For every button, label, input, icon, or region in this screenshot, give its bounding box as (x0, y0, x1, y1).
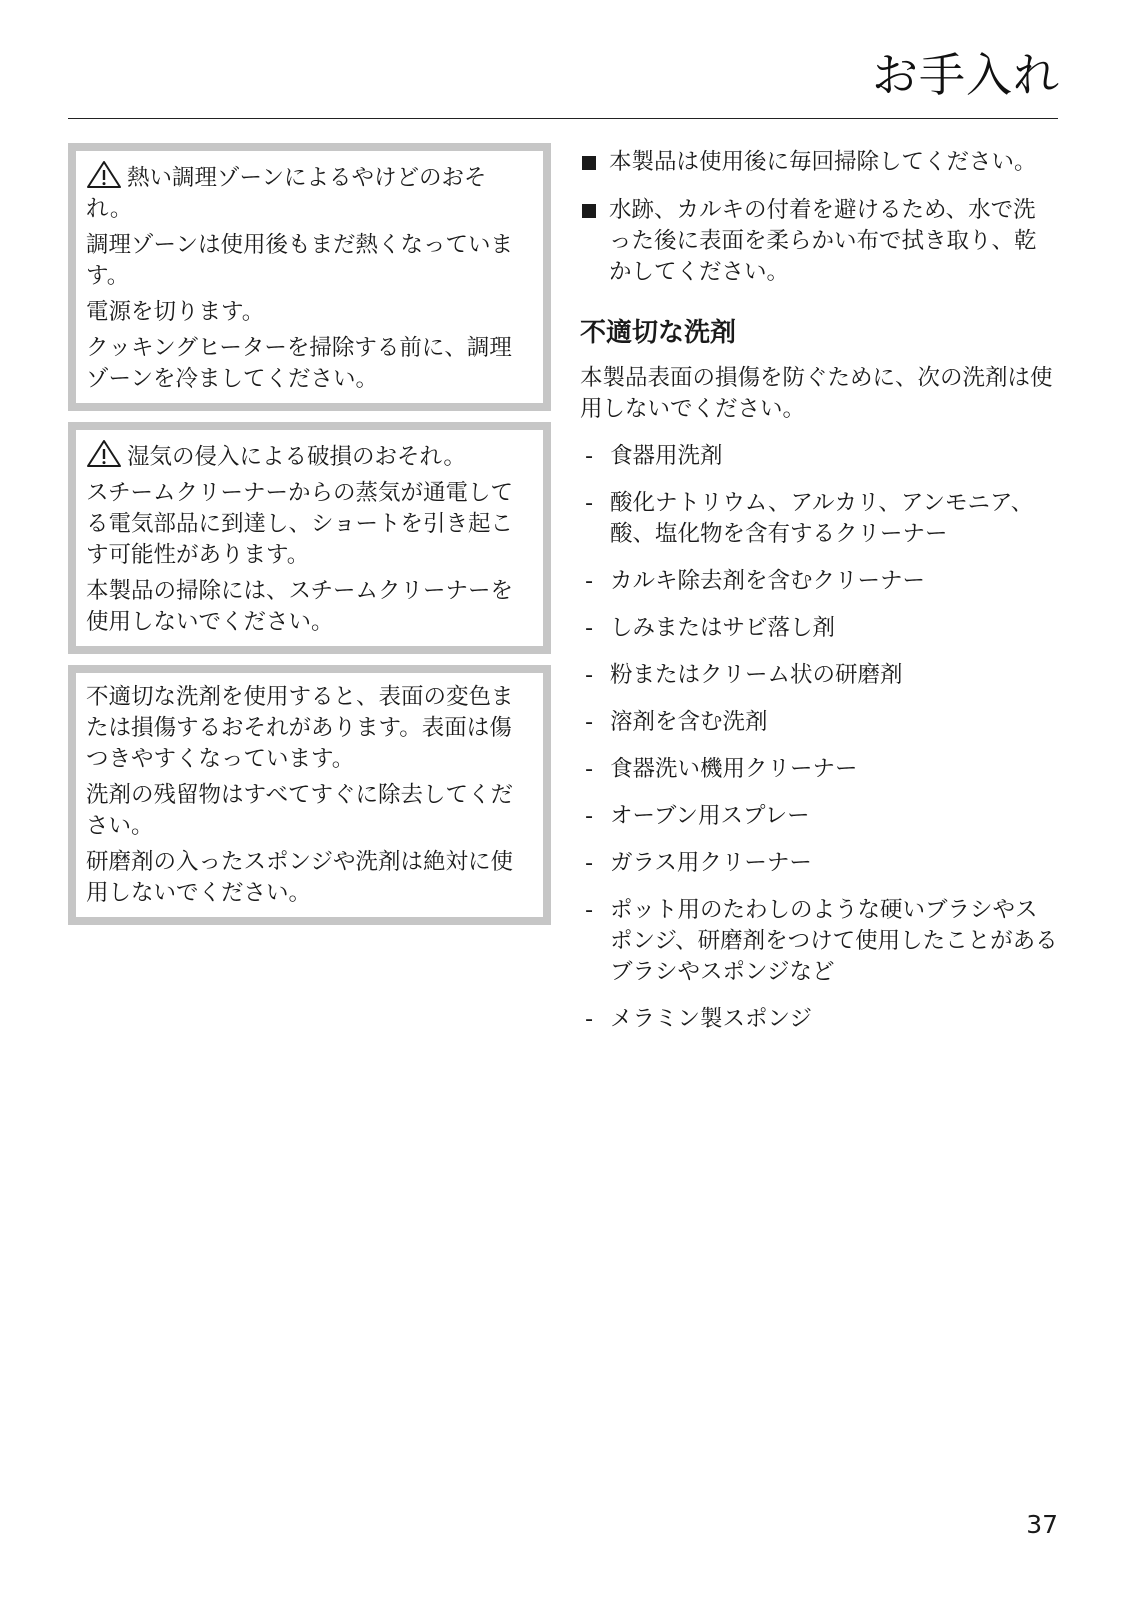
square-bullet-icon (582, 204, 596, 218)
list-item-text: カルキ除去剤を含むクリーナー (610, 568, 926, 594)
dash-mark: - (585, 490, 594, 516)
dash-mark: - (585, 709, 594, 735)
dash-mark: - (585, 1006, 594, 1032)
warning-text: クッキングヒーターを掃除する前に、調理ゾーンを冷ましてください。 (86, 335, 512, 392)
list-item-text: 溶剤を含む洗剤 (610, 709, 768, 735)
list-item (580, 488, 1058, 550)
list-item-text: ポット用のたわしのような硬いブラシやスポンジ、研磨剤をつけて使用したことがあるブラシやスポンジなど (610, 897, 1058, 985)
list-item-text: 食器洗い機用クリーナー (610, 756, 858, 782)
notice-text: 研磨剤の入ったスポンジや洗剤は絶対に使用しないでください。 (86, 849, 513, 906)
dash-mark: - (585, 897, 594, 923)
moisture-warning-box (68, 422, 551, 654)
burn-warning-box (68, 143, 551, 411)
page-title: お手入れ (872, 48, 1060, 102)
dash-mark: - (585, 568, 594, 594)
dash-mark: - (585, 850, 594, 876)
list-item-text: 食器用洗剤 (610, 443, 723, 469)
dash-mark: - (585, 803, 594, 829)
page-number: 37 (1026, 1510, 1058, 1539)
list-item (580, 801, 1058, 832)
list-item (580, 613, 1058, 644)
warning-text: スチームクリーナーからの蒸気が通電してる電気部品に到達し、ショートを引き起こす可能性があります。 (86, 480, 514, 568)
section-intro: 本製品表面の損傷を防ぐために、次の洗剤は使用しないでください。 (580, 365, 1053, 422)
detergent-notice-box (68, 665, 551, 925)
warning-heading-text: 湿気の侵入による破損のおそれ。 (127, 444, 466, 470)
dash-mark: - (585, 615, 594, 641)
bullet-text: 本製品は使用後に毎回掃除してください。 (609, 149, 1037, 175)
warning-text: 調理ゾーンは使用後もまだ熱くなっています。 (86, 232, 514, 289)
dash-mark: - (585, 756, 594, 782)
left-column (68, 143, 551, 936)
list-item (580, 660, 1058, 691)
dash-mark: - (585, 443, 594, 469)
list-item (580, 754, 1058, 785)
dash-mark: - (585, 662, 594, 688)
list-item-text: ガラス用クリーナー (610, 850, 812, 876)
list-item (580, 441, 1058, 472)
list-item-text: メラミン製スポンジ (610, 1006, 812, 1032)
list-item (580, 895, 1058, 988)
warning-triangle-icon (86, 160, 122, 189)
list-item (580, 848, 1058, 879)
warning-text: 電源を切ります。 (86, 299, 265, 325)
bullet-item (580, 195, 1058, 288)
bullet-item (580, 147, 1058, 178)
right-column (580, 147, 1058, 1051)
warning-heading (86, 160, 529, 225)
title-rule (68, 118, 1058, 119)
square-bullet-icon (582, 156, 596, 170)
notice-text: 不適切な洗剤を使用すると、表面の変色または損傷するおそれがあります。表面は傷つきやすくなっています。 (86, 684, 514, 772)
warning-heading-text: 熱い調理ゾーンによるやけどのおそれ。 (86, 165, 487, 222)
warning-text: 本製品の掃除には、スチームクリーナーを使用しないでください。 (86, 578, 514, 635)
list-item-text: 酸化ナトリウム、アルカリ、アンモニア、酸、塩化物を含有するクリーナー (610, 490, 1034, 547)
warning-triangle-icon (86, 439, 122, 468)
notice-text: 洗剤の残留物はすべてすぐに除去してください。 (86, 782, 514, 839)
list-item (580, 707, 1058, 738)
list-item-text: しみまたはサビ落し剤 (610, 615, 836, 641)
list-item-text: 粉またはクリーム状の研磨剤 (610, 662, 903, 688)
section-heading: 不適切な洗剤 (580, 318, 737, 348)
unsuitable-detergent-list (580, 441, 1058, 1035)
bullet-text: 水跡、カルキの付着を避けるため、水で洗った後に表面を柔らかい布で拭き取り、乾かしてください。 (609, 197, 1037, 285)
list-item (580, 1004, 1058, 1035)
warning-heading (86, 439, 529, 473)
list-item-text: オーブン用スプレー (610, 803, 810, 829)
list-item (580, 566, 1058, 597)
